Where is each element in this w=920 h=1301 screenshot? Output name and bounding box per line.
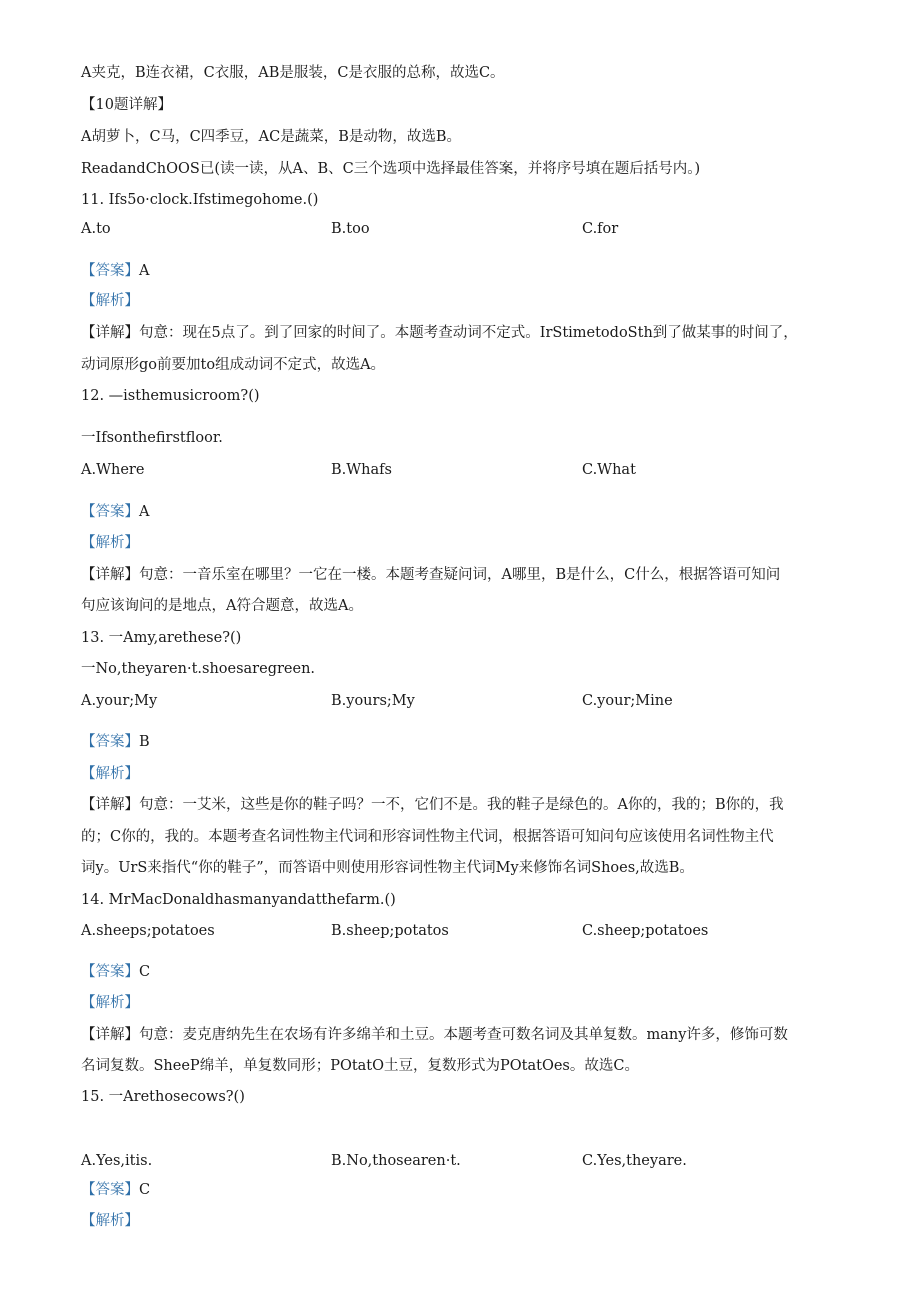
option-c: C.for xyxy=(582,221,619,237)
detail-line: 【详解】句意：一音乐室在哪里？一它在一楼。本题考查疑问词，A哪里，B是什么，C什么，根据答语可知问 xyxy=(81,567,781,583)
option-b: B.yours;My xyxy=(331,693,415,709)
analysis-label: 【解析】 xyxy=(81,766,139,782)
answer-line xyxy=(81,262,149,280)
answer-value: B xyxy=(139,734,150,750)
detail-line: 词y。UrS来指代“你的鞋子”，而答语中则使用形容词性物主代词My来修饰名词Shoes,故选B。 xyxy=(81,860,694,876)
option-c: C.sheep;potatoes xyxy=(582,923,709,939)
answer-line xyxy=(81,963,150,981)
option-b: B.too xyxy=(331,221,370,237)
detail-line: 的；C你的，我的。本题考查名词性物主代词和形容词性物主代词，根据答语可知问句应该使用名词性物主代 xyxy=(81,829,774,845)
analysis-label: 【解析】 xyxy=(81,1213,139,1229)
detail-line: 【详解】句意：麦克唐纳先生在农场有许多绵羊和土豆。本题考查可数名词及其单复数。many许多，修饰可数 xyxy=(81,1027,788,1043)
answer-line xyxy=(81,503,149,521)
analysis-label: 【解析】 xyxy=(81,995,139,1011)
explanation-line: A夹克，B连衣裙，C衣服，AB是服装，C是衣服的总称，故选C。 xyxy=(81,65,505,81)
answer-value: C xyxy=(139,964,151,980)
detail-line: 【详解】句意：一艾米，这些是你的鞋子吗？一不，它们不是。我的鞋子是绿色的。A你的，我的；B你的，我 xyxy=(81,797,784,813)
question-stem-reply: 一Ifsonthefirstfloor. xyxy=(81,430,223,446)
answer-label: 【答案】 xyxy=(81,504,139,520)
option-b: B.No,thosearen·t. xyxy=(331,1153,461,1169)
answer-value: C xyxy=(139,1182,151,1198)
answer-label: 【答案】 xyxy=(81,263,139,279)
detail-line: 【详解】句意：现在5点了。到了回家的时间了。本题考查动词不定式。IrStimetodoSth到了做某事的时间了， xyxy=(81,325,798,341)
question-stem-reply: 一No,theyaren·t.shoesaregreen. xyxy=(81,661,316,677)
option-a: A.Where xyxy=(81,462,145,478)
question-stem: 14. MrMacDonaldhasmanyandatthefarm.() xyxy=(81,892,396,908)
answer-line xyxy=(81,1181,150,1199)
answer-line xyxy=(81,733,150,751)
option-a: A.sheeps;potatoes xyxy=(81,923,215,939)
analysis-label: 【解析】 xyxy=(81,293,139,309)
section-instruction: ReadandChOOS已(读一读，从A、B、C三个选项中选择最佳答案，并将序号填在题后括号内。) xyxy=(81,161,701,177)
answer-value: A xyxy=(139,263,150,279)
option-b: B.sheep;potatos xyxy=(331,923,449,939)
section-heading: 【10题详解】 xyxy=(81,97,172,113)
question-stem: 15. 一Arethosecows?() xyxy=(81,1089,245,1105)
option-a: A.Yes,itis. xyxy=(81,1153,153,1169)
question-stem: 12. —isthemusicroom?() xyxy=(81,388,260,404)
option-c: C.What xyxy=(582,462,636,478)
option-a: A.to xyxy=(81,221,111,237)
answer-label: 【答案】 xyxy=(81,734,139,750)
answer-label: 【答案】 xyxy=(81,1182,139,1198)
option-c: C.your;Mine xyxy=(582,693,673,709)
answer-label: 【答案】 xyxy=(81,964,139,980)
question-stem: 11. Ifs5o·clock.Ifstimegohome.() xyxy=(81,192,319,208)
answer-value: A xyxy=(139,504,150,520)
detail-line: 动词原形go前要加to组成动词不定式，故选A。 xyxy=(81,357,386,373)
explanation-line: A胡萝卜，C马，C四季豆，AC是蔬菜，B是动物，故选B。 xyxy=(81,129,462,145)
question-stem: 13. 一Amy,arethese?() xyxy=(81,630,242,646)
option-c: C.Yes,theyare. xyxy=(582,1153,687,1169)
detail-line: 句应该询问的是地点，A符合题意，故选A。 xyxy=(81,598,363,614)
option-b: B.Whafs xyxy=(331,462,392,478)
detail-line: 名词复数。SheeP绵羊，单复数同形；POtatO土豆，复数形式为POtatOes。故选C。 xyxy=(81,1058,639,1074)
option-a: A.your;My xyxy=(81,693,158,709)
analysis-label: 【解析】 xyxy=(81,535,139,551)
